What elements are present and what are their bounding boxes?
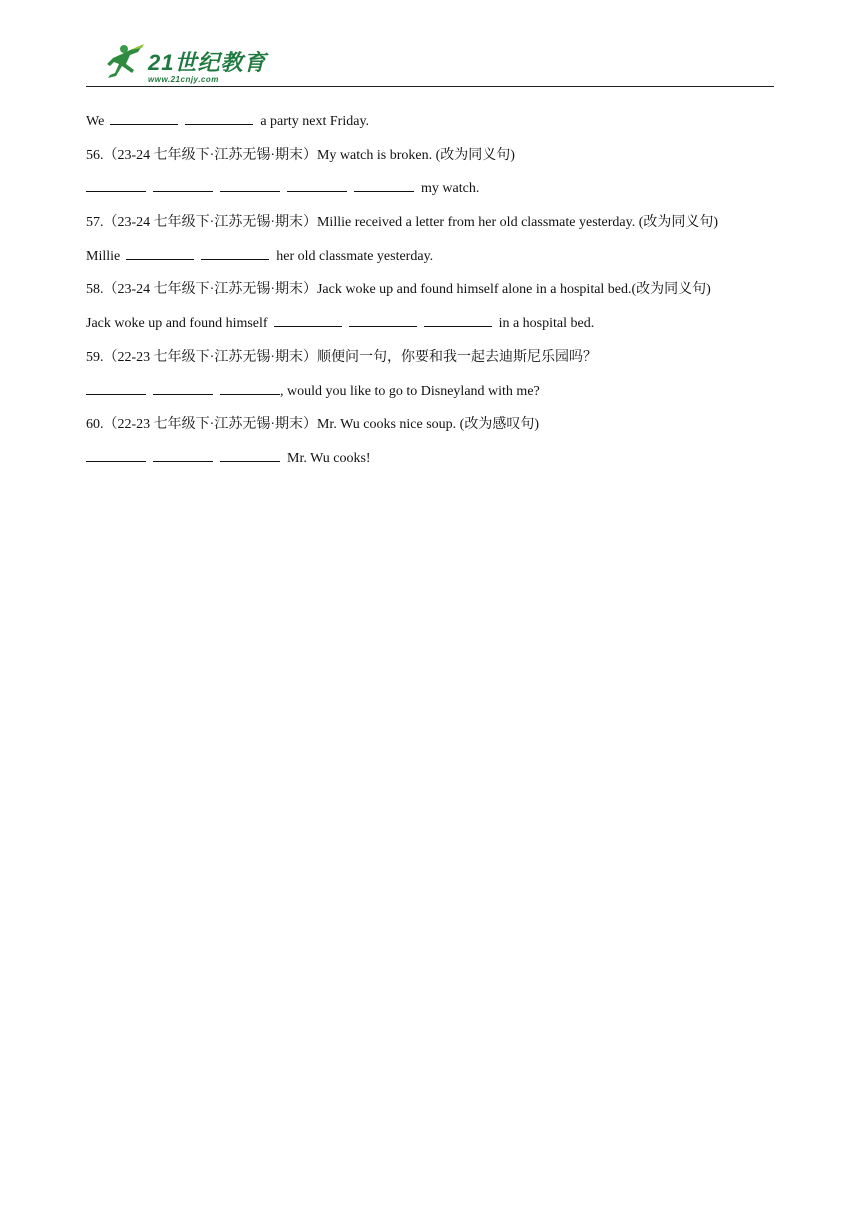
running-figure-icon — [104, 42, 146, 84]
answer-line-59 — [86, 375, 786, 409]
answer-blank[interactable] — [349, 312, 417, 327]
answer-start-text: Millie — [86, 248, 121, 264]
answer-end-text: a party next Friday. — [260, 114, 370, 129]
answer-line-56 — [86, 172, 786, 206]
answer-blank[interactable] — [220, 380, 280, 395]
answer-end-text: Mr. Wu cooks! — [287, 450, 371, 466]
answer-end-text: , would you like to go to Disneyland with me? — [280, 383, 540, 399]
answer-end-text: my watch. — [421, 181, 480, 197]
answer-blank[interactable] — [153, 380, 213, 395]
answer-line-58 — [86, 307, 786, 341]
answer-line-57 — [86, 240, 786, 274]
answer-start-text: Jack woke up and found himself — [86, 316, 268, 332]
answer-line-60 — [86, 442, 786, 476]
question-list — [86, 105, 786, 476]
answer-blank[interactable] — [86, 447, 146, 462]
answer-blank[interactable] — [287, 177, 347, 192]
answer-blank[interactable] — [110, 110, 178, 125]
page-header — [86, 38, 774, 87]
answer-line-55 — [86, 105, 786, 139]
answer-end-text: in a hospital bed. — [498, 316, 595, 332]
answer-start-text: We — [86, 114, 105, 129]
answer-end-text: her old classmate yesterday. — [276, 248, 434, 264]
answer-blank[interactable] — [86, 177, 146, 192]
answer-blank[interactable] — [354, 177, 414, 192]
answer-blank[interactable] — [153, 177, 213, 192]
answer-blank[interactable] — [86, 380, 146, 395]
answer-blank[interactable] — [201, 245, 269, 260]
answer-blank[interactable] — [274, 312, 342, 327]
question-60: 60.（22-23 七年级下·江苏无锡·期末）Mr. Wu cooks nice soup. (改为感叹句) — [86, 417, 539, 433]
answer-blank[interactable] — [153, 447, 213, 462]
logo-url: www.21cnjy.com — [148, 75, 219, 84]
question-58: 58.（23-24 七年级下·江苏无锡·期末）Jack woke up and found himself alone in a hospital bed.(改为同义句) — [86, 282, 711, 298]
logo-title: 21世纪教育 — [148, 50, 267, 75]
question-57: 57.（23-24 七年级下·江苏无锡·期末）Millie received a letter from her old classmate yesterday. (改为同义句) — [86, 215, 719, 231]
question-56: 56.（23-24 七年级下·江苏无锡·期末）My watch is broken. (改为同义句) — [86, 147, 515, 163]
answer-blank[interactable] — [126, 245, 194, 260]
answer-blank[interactable] — [220, 177, 280, 192]
logo — [104, 42, 266, 84]
question-59: 59.（22-23 七年级下·江苏无锡·期末）顺便问一句，你要和我一起去迪斯尼乐园吗？ — [86, 349, 597, 365]
answer-blank[interactable] — [424, 312, 492, 327]
answer-blank[interactable] — [220, 447, 280, 462]
answer-blank[interactable] — [185, 110, 253, 125]
